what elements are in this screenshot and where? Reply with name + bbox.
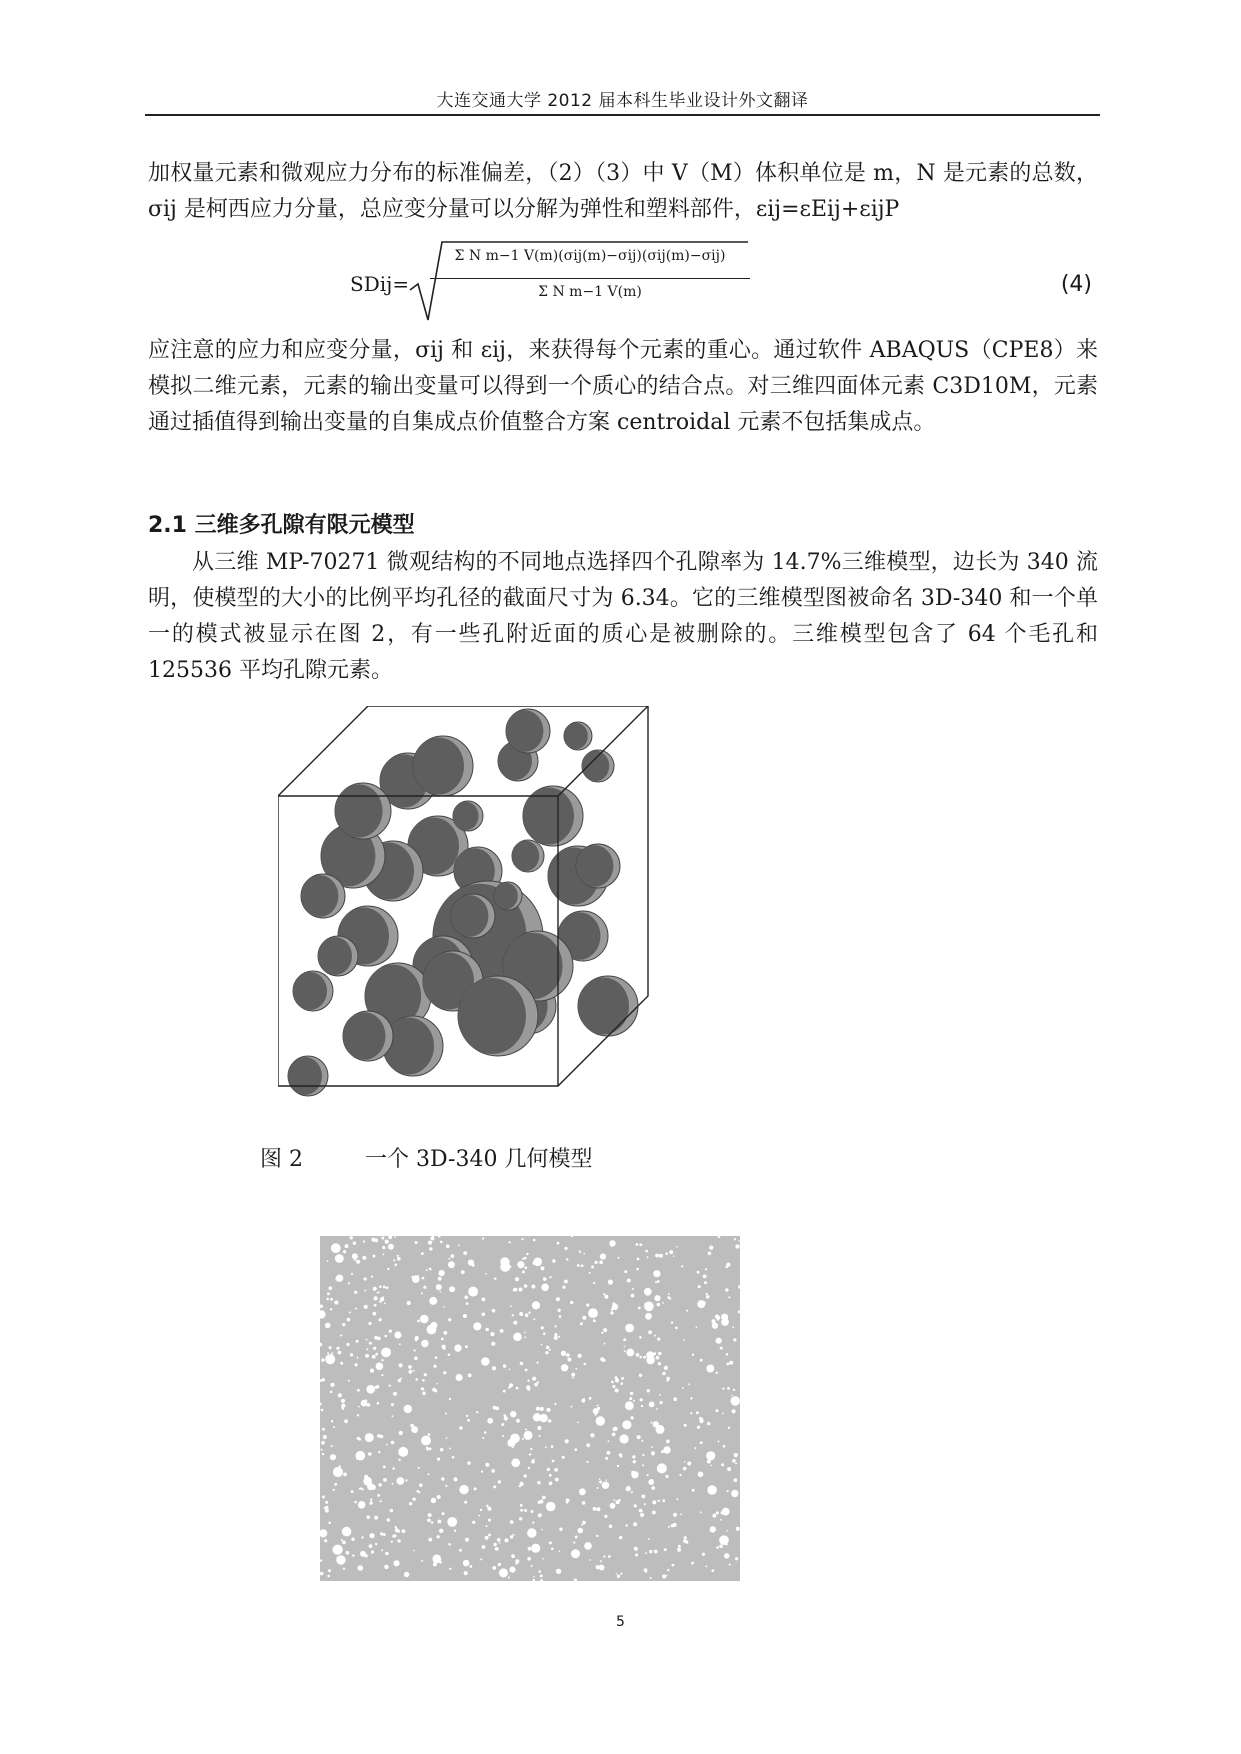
equation-number: (4) — [1060, 272, 1092, 297]
paragraph-3: 从三维 MP-70271 微观结构的不同地点选择四个孔隙率为 14.7%三维模型，边长为 340 流明，使模型的大小的比例平均孔径的截面尺寸为 6.34。它的三维模型图被命名 3D-340 和一个单一的模式被显示在图 2，有一些孔附近面的质心是被删除的。三维模型包含了 64 个毛孔和 125536 平均孔隙元素。 — [148, 550, 1098, 683]
formula-4 — [350, 236, 1110, 326]
paragraph-2: 应注意的应力和应变分量，σij 和 εij，来获得每个元素的重心。通过软件 ABAQUS（CPE8）来模拟二维元素，元素的输出变量可以得到一个质心的结合点。对三维四面体元素 C3D10M，元素通过插值得到输出变量的自集成点价值整合方案 centroidal 元素不包括集成点。 — [148, 338, 1098, 435]
header-rule — [145, 114, 1100, 116]
page-number: 5 — [616, 1614, 625, 1630]
figure-caption-text: 一个 3D-340 几何模型 — [365, 1147, 593, 1172]
paragraph-1: 加权量元素和微观应力分布的标准偏差，（2）（3）中 V（M）体积单位是 m，N 是元素的总数，σij 是柯西应力分量，总应变分量可以分解为弹性和塑料部件，εij=εEij+εijP — [148, 161, 1098, 222]
figure-2d-pore-map — [320, 1236, 740, 1581]
figure-caption — [260, 1142, 592, 1173]
formula-lhs: SDij= — [350, 272, 410, 296]
fraction-bar — [430, 278, 750, 279]
figure-caption-number: 图 2 — [260, 1147, 303, 1172]
formula-denominator: Σ N m−1 V(m) — [538, 284, 642, 300]
section-title: 2.1 三维多孔隙有限元模型 — [148, 513, 415, 538]
page-header: 大连交通大学 2012 届本科生毕业设计外文翻译 — [436, 91, 809, 111]
figure-3d-porous-model — [278, 706, 708, 1126]
formula-numerator: Σ N m−1 V(m)(σij(m)−σij)(σij(m)−σij) — [454, 248, 726, 264]
